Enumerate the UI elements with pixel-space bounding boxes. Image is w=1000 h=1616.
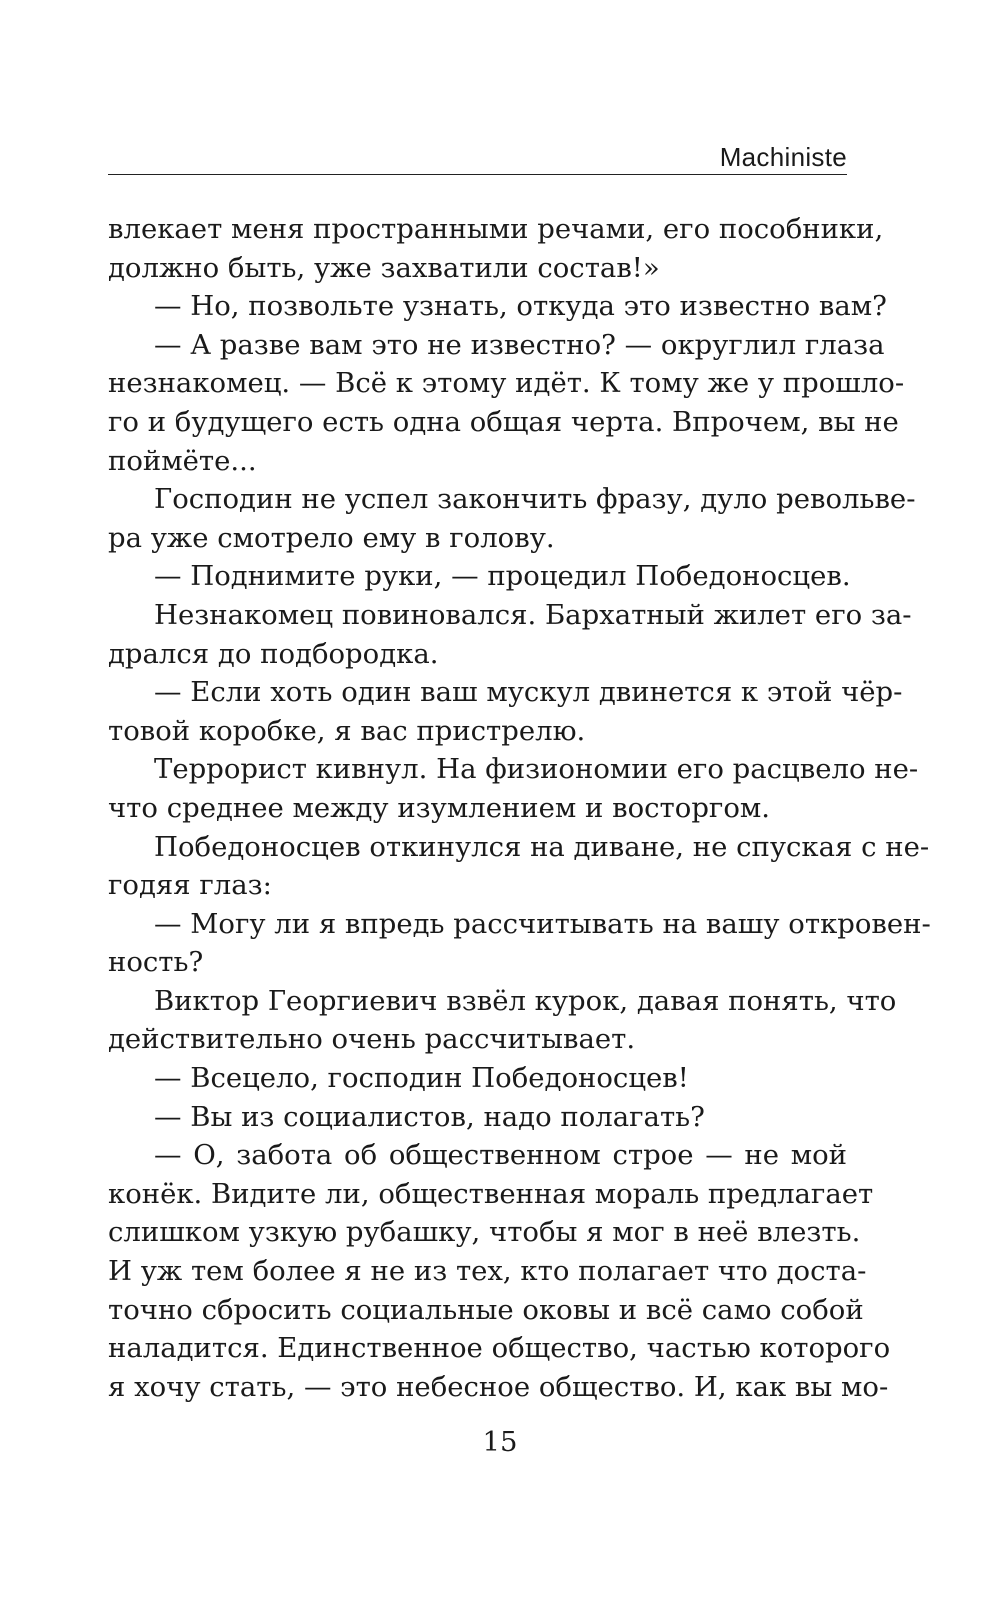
text-line: действительно очень рассчитывает.	[108, 1023, 636, 1056]
text-line: Незнакомец повиновался. Бархатный жилет его за-	[154, 598, 912, 631]
text-line: наладится. Единственное общество, частью которого	[108, 1332, 891, 1365]
text-line: — Если хоть один ваш мускул двинется к этой чёр-	[154, 676, 903, 709]
text-line: — Всецело, господин Победоносцев!	[154, 1062, 689, 1095]
text-line: что среднее между изумлением и восторгом.	[108, 791, 771, 824]
text-line: конёк. Видите ли, общественная мораль предлагает	[108, 1177, 874, 1210]
text-line: должно быть, уже захватили состав!»	[108, 251, 660, 284]
text-line: — Но, позвольте узнать, откуда это известно вам?	[154, 290, 887, 323]
running-title: Machiniste	[719, 142, 847, 172]
text-line: я хочу стать, — это небесное общество. И, как вы мо-	[108, 1370, 889, 1403]
text-line: ность?	[108, 946, 204, 979]
text-line: дрался до подбородка.	[108, 637, 439, 670]
text-line: влекает меня пространными речами, его пособники,	[108, 213, 884, 245]
text-line: — Поднимите руки, — процедил Победоносцев.	[154, 560, 851, 593]
text-line: И уж тем более я не из тех, кто полагает что доста-	[108, 1255, 867, 1288]
text-line: поймёте...	[108, 444, 257, 477]
text-line: товой коробке, я вас пристрелю.	[108, 714, 586, 747]
text-line: го и будущего есть одна общая черта. Впрочем, вы не	[108, 405, 899, 438]
body-text	[108, 210, 931, 1406]
text-line: незнакомец. — Всё к этому идёт. К тому же у прошло-	[108, 367, 905, 400]
page-number: 15	[482, 1426, 518, 1458]
text-line: — О, забота об общественном строе — не мой	[154, 1139, 847, 1172]
text-line: ра уже смотрело ему в голову.	[108, 521, 555, 554]
header-rule	[108, 174, 847, 175]
text-line: — А разве вам это не известно? — округлил глаза	[154, 328, 885, 361]
text-line: — Вы из социалистов, надо полагать?	[154, 1100, 705, 1133]
text-line: годяя глаз:	[108, 869, 272, 902]
running-header	[108, 140, 847, 174]
text-line: Террорист кивнул. На физиономии его расцвело не-	[154, 753, 919, 786]
text-line: Виктор Георгиевич взвёл курок, давая понять, что	[154, 984, 897, 1017]
text-line: — Могу ли я впредь рассчитывать на вашу откровен-	[154, 907, 931, 940]
text-line: Победоносцев откинулся на диване, не спуская с не-	[154, 830, 930, 863]
text-line: Господин не успел закончить фразу, дуло револьве-	[154, 483, 916, 516]
text-line: слишком узкую рубашку, чтобы я мог в неё влезть.	[108, 1216, 861, 1249]
text-line: точно сбросить социальные оковы и всё само собой	[108, 1293, 864, 1326]
